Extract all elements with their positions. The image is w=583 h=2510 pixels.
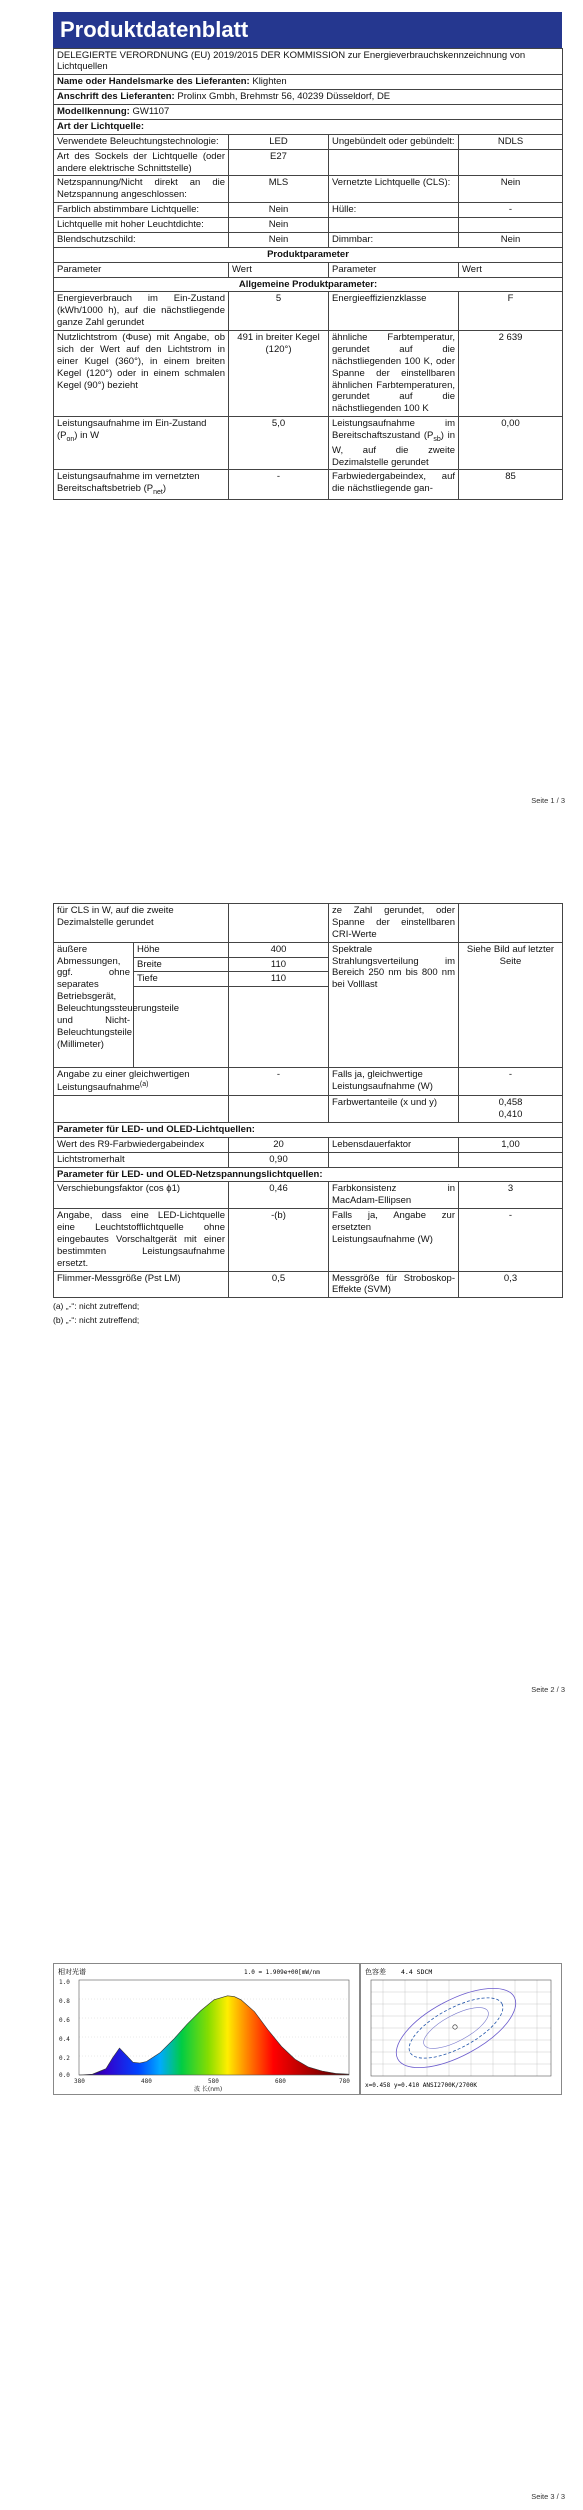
x-tick: 680 [275, 2078, 286, 2085]
table-row: Netzspannung/Nicht direkt an die Netzspannung angeschlossen: MLS Vernetzte Lichtquelle (CLS): Nein [54, 176, 563, 203]
regulation-text: DELEGIERTE VERORDNUNG (EU) 2019/2015 DER KOMMISSION zur Energieverbrauchskennzeichnung von Lichtquellen [54, 48, 563, 75]
type-header: Art der Lichtquelle: [54, 119, 563, 134]
table-row: Farbwertanteile (x und y) 0,458 0,410 [54, 1096, 563, 1123]
table-row: für CLS in W, auf die zweite Dezimalstelle gerundet ze Zahl gerundet, oder Spanne der einstellbaren CRI-Werte [54, 904, 563, 943]
supplier-name-row: Name oder Handelsmarke des Lieferanten: Klighten [54, 75, 563, 90]
header-table [53, 48, 563, 500]
table-row: Breite 110 [54, 957, 563, 972]
table-row: Farblich abstimmbare Lichtquelle: Nein Hülle: - [54, 203, 563, 218]
sdcm-value: 4.4 SDCM [401, 1968, 433, 1976]
table-row: äußere Abmessungen, ggf. ohne separates Betriebsgerät, Beleuchtungssteuerungsteile und Nicht-Beleuchtungsteile (Millimeter) Höhe 400 Spektrale Strahlungsverteilung im Bereich 250 nm bis 800 nm bei Volllast Siehe Bild auf letzter Seite [54, 942, 563, 957]
page-title: Produktdatenblatt [53, 12, 562, 48]
table-row: Lichtquelle mit hoher Leuchtdichte: Nein [54, 218, 563, 233]
page-number: Seite 2 / 3 [531, 1685, 565, 1694]
table-row: Wert des R9-Farbwiedergabeindex 20 Lebensdauerfaktor 1,00 [54, 1137, 563, 1152]
footnote-b: (b) „-“: nicht zutreffend; [53, 1314, 140, 1325]
y-tick: 0.0 [59, 2072, 70, 2079]
chromaticity-title: 色容差 [365, 1968, 386, 1976]
params-table-continued [53, 903, 563, 1298]
spectrum-svg [54, 1964, 359, 2094]
table-row: Flimmer-Messgröße (Pst LM) 0,5 Messgröße für Stroboskop-Effekte (SVM) 0,3 [54, 1271, 563, 1298]
page-number: Seite 1 / 3 [531, 796, 565, 805]
product-params-header: Produktparameter [54, 247, 563, 262]
table-row: Tiefe 110 [54, 972, 563, 987]
column-header-row: Parameter Wert Parameter Wert [54, 262, 563, 277]
page-1 [0, 0, 583, 815]
table-row: Verwendete Beleuchtungstechnologie: LED Ungebündelt oder gebündelt: NDLS [54, 134, 563, 149]
table-row: Lichtstromerhalt 0,90 [54, 1152, 563, 1167]
page-2 [0, 828, 583, 1698]
x-axis-label: 波 长(nm) [194, 2086, 223, 2093]
y-tick: 0.4 [59, 2036, 70, 2043]
table-row: Art des Sockels der Lichtquelle (oder andere elektrische Schnittstelle) E27 [54, 149, 563, 176]
y-tick: 0.6 [59, 2017, 70, 2024]
y-tick: 0.8 [59, 1998, 70, 2005]
supplier-address-row: Anschrift des Lieferanten: Prolinx Gmbh, Brehmstr 56, 40239 Düsseldorf, DE [54, 90, 563, 105]
page-3 [0, 1700, 583, 2510]
x-tick: 580 [208, 2078, 219, 2085]
chromaticity-diagram [360, 1963, 562, 2095]
x-tick: 380 [74, 2078, 85, 2085]
footnote-a: (a) „-“: nicht zutreffend; [53, 1301, 140, 1312]
x-tick: 480 [141, 2078, 152, 2085]
led-params-header: Parameter für LED- und OLED-Lichtquellen: [54, 1122, 563, 1137]
measured-point [453, 2025, 457, 2029]
table-row: Angabe zu einer gleichwertigen Leistungsaufnahme$^{(a)}$ - Falls ja, gleichwertige Leistungsaufnahme (W) - [54, 1068, 563, 1096]
grid [371, 1980, 551, 2076]
table-row: Leistungsaufnahme im Ein-Zustand $(P_{on})$ in W 5,0 Leistungsaufnahme im Bereitschaftszustand $(P_{sb})$ in W, auf die zweite Dezimalstelle gerundet 0,00 [54, 417, 563, 470]
spectrum-area [79, 1996, 349, 2075]
x-tick: 780 [339, 2078, 350, 2085]
table-row: Leistungsaufnahme im vernetzten Bereitschaftsbetrieb $(P_{net})$ - Farbwiedergabeindex, auf die nächstliegende gan- 85 [54, 470, 563, 500]
table-row: Angabe, dass eine LED-Lichtquelle eine Leuchtstofflichtquelle ohne eingebautes Vorschaltgerät mit einer bestimmten Leistungsaufnahme ersetzt. -(b) Falls ja, Angabe zur ersetzten Leistungsaufnahme (W) - [54, 1209, 563, 1271]
mains-params-header: Parameter für LED- und OLED-Netzspannungslichtquellen: [54, 1167, 563, 1182]
chromaticity-svg [361, 1964, 561, 2094]
page-number: Seite 3 / 3 [531, 2492, 565, 2501]
y-tick: 0.2 [59, 2055, 70, 2062]
spectrum-title: 相对光谱 [58, 1968, 86, 1976]
chromaticity-footer: x=0.458 y=0.410 ANSI2700K/2700K [365, 2082, 477, 2089]
general-params-header: Allgemeine Produktparameter: [54, 277, 563, 292]
table-row: Verschiebungsfaktor (cos ϕ1) 0,46 Farbkonsistenz in MacAdam-Ellipsen 3 [54, 1182, 563, 1209]
y-tick: 1.0 [59, 1979, 70, 1986]
model-row: Modellkennung: GW1107 [54, 105, 563, 120]
spectrum-chart [53, 1963, 360, 2095]
spectrum-formula: 1.0 = 1.909e+00[mW/nm [244, 1969, 320, 1976]
table-row: Energieverbrauch im Ein-Zustand (kWh/1000 h), auf die nächstliegende ganze Zahl gerundet 5 Energieeffizienzklasse F [54, 292, 563, 331]
table-row: Nutzlichtstrom (Φuse) mit Angabe, ob sich der Wert auf den Lichtstrom in einer Kugel (360°), in einem breiten Kegel (120°) oder in einem schmalen Kegel (90°) bezieht 491 in breiter Kegel (120°) ähnliche Farbtemperatur, gerundet auf die nächstliegenden 100 K, oder Spanne der einstellbaren ähnlichen Farbtemperaturen, gerundet auf die nächstliegenden 100 K 2 639 [54, 331, 563, 417]
table-row: Blendschutzschild: Nein Dimmbar: Nein [54, 232, 563, 247]
